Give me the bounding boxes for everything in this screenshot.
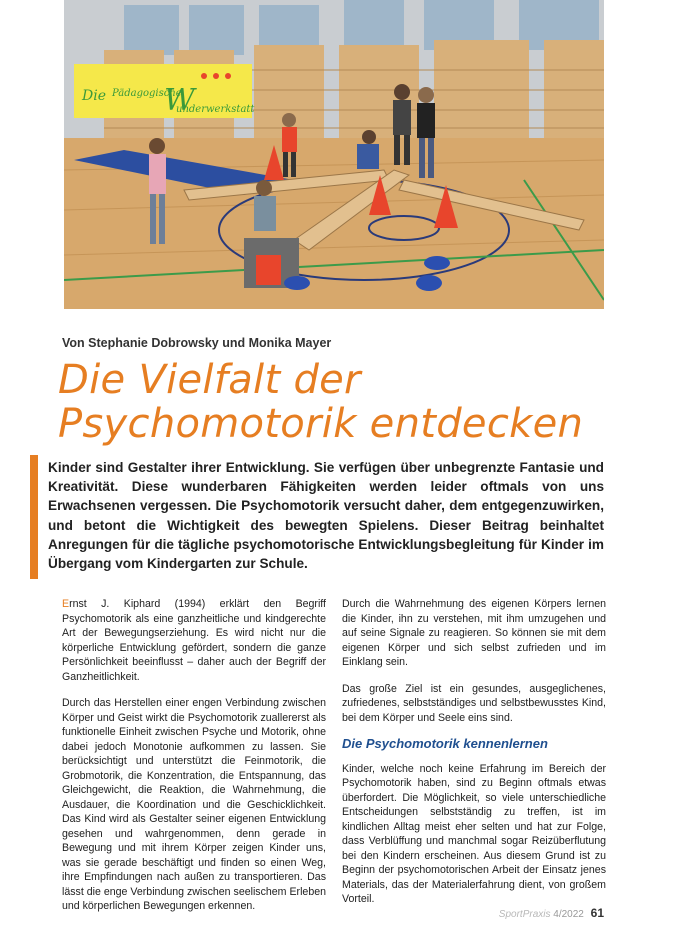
left-paragraph-1: Ernst J. Kiphard (1994) erklärt den Begriff Psychomotorik als eine ganzheitliche und kindgerechte Art der Bewegungserziehung. Es wird nicht nur die körperliche Entwicklung gefördert, sondern die ganze Persönlichkeit beeinflusst – daher auch der Begriff der Ganzheitlichkeit. [62, 598, 326, 683]
right-column [342, 597, 606, 919]
header-photo [64, 0, 604, 309]
page-footer [499, 906, 604, 920]
svg-text:Pädagogische: Pädagogische [112, 88, 182, 99]
left-paragraph-2: Durch das Herstellen einer engen Verbindung zwischen Körper und Geist wirkt die Psychomotorik zuallererst als funktionelle Einheit zwischen Psyche und Motorik, ohne dabei jedoch Monotonie aufkommen zu lassen. Sie berücksichtigt und unterstützt die Feinmotorik, die Grobmotorik, die Konzentration, die Entspannung, das Gleichgewicht, die Reaktion, die Wahrnehmung, die Ausdauer, die Koordination und die Geschicklichkeit. Das Kind wird als Gestalter seiner eigenen Entwicklung gesehen und wahrgenommen, denn gerade in Bewegung und mit ihrem Körper zeigen Kinder uns, was sie gerade beschäftigt und finden so einen Weg, ihre Empfindungen nach außen zu transportieren. Das lässt die enge Verbindung zwischen seelischem Erleben und körperlichen Bewegungen erkennen. [62, 697, 326, 912]
svg-text:underwerkstatt: underwerkstatt [176, 104, 255, 115]
title-line-1: Die Vielfalt der [58, 357, 361, 403]
issue-number: 4/2022 [553, 909, 584, 920]
byline: Von Stephanie Dobrowsky und Monika Mayer [62, 336, 332, 350]
gymnasium-illustration [64, 0, 604, 309]
magazine-name: SportPraxis [498, 909, 551, 920]
page-number: 61 [590, 906, 604, 920]
lead-paragraph: Kinder sind Gestalter ihrer Entwicklung. Sie verfügen über unbegrenzte Fantasie und Kreativität. Diese wunderbaren Fähigkeiten werden leider oftmals von uns Erwachsenen vergessen. Die Psychomotorik versucht daher, dem entgegenzuwirken, und betont die Wichtigkeit des bewegten Spielens. Dieser Beitrag beinhaltet Anregungen für die tägliche psychomotorische Entwicklungsbegleitung für Kinder im Übergang vom Kindergarten zur Schule. [48, 460, 604, 572]
right-paragraph-3: Kinder, welche noch keine Erfahrung im Bereich der Psychomotorik haben, sind zu Beginn oftmals etwas überfordert. Die Möglichkeit, so viele unterschiedliche Entscheidungen selbstständig zu treffen, ist im kindlichen Alltag meist eher selten und hat zur Folge, dass Verblüffung und manchmal sogar Reizüberflutung bei den Kindern erscheinen. Aus diesem Grund ist zu Beginn der psychomotorischen Arbeit der Einsatz jenes Materials, das der Materialerfahrung dient, von großem Vorteil. [342, 762, 606, 905]
left-column [62, 597, 326, 926]
right-paragraph-2: Das große Ziel ist ein gesundes, ausgeglichenes, zufriedenes, selbstständiges und selbstbewusstes Kind, bei dem Körper und Seele eins sind. [342, 682, 606, 724]
svg-text:Die: Die [82, 88, 106, 104]
article-title [58, 358, 583, 446]
right-paragraph-1: Durch die Wahrnehmung des eigenen Körpers lernen die Kinder, ihn zu verstehen, mit ihm umzugehen und auf seine Signale zu reagieren. So können sie mit dem eigenen Körper und sich selbst zufrieden und im Einklang sein. [342, 598, 606, 668]
lead-accent-bar [30, 455, 38, 579]
svg-text:W: W [164, 83, 195, 118]
title-line-2: Psychomotorik entdecken [58, 401, 584, 447]
section-heading: Die Psychomotorik kennenlernen [342, 736, 548, 751]
drop-cap: E [62, 598, 70, 610]
